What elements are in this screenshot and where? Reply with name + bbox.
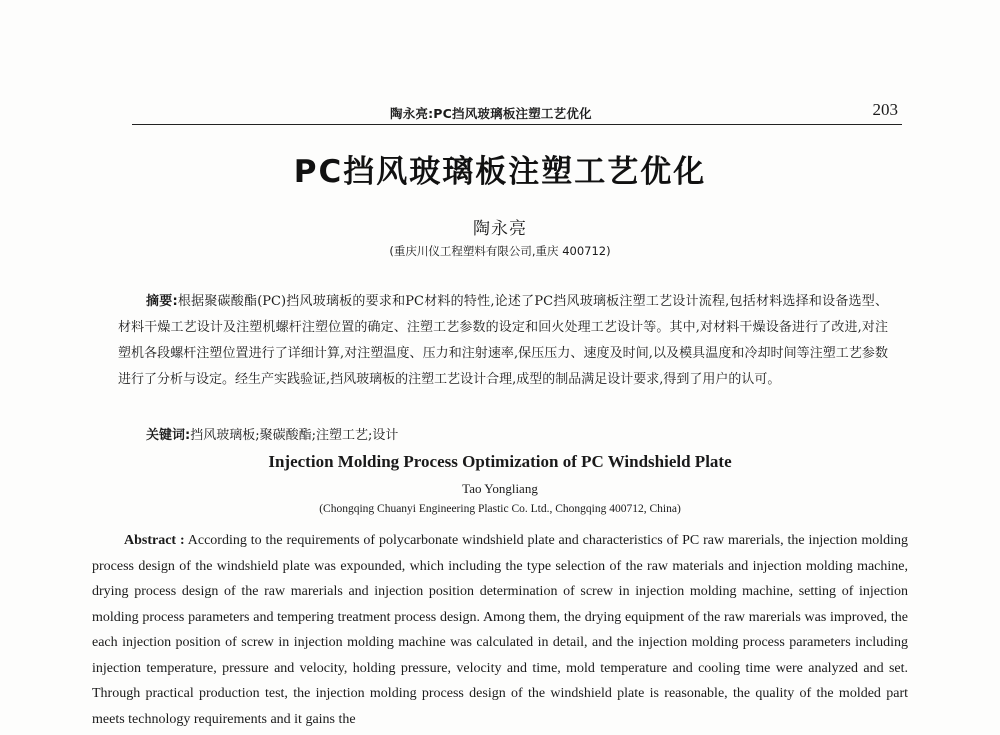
- page-number: 203: [872, 100, 898, 119]
- running-head-title: 陶永亮:PC挡风玻璃板注塑工艺优化: [390, 106, 592, 121]
- article-title-en: Injection Molding Process Optimization of PC Windshield Plate: [268, 452, 732, 471]
- abstract-cn-text: 根据聚碳酸酯(PC)挡风玻璃板的要求和PC材料的特性,论述了PC挡风玻璃板注塑工艺设计流程,包括材料选择和设备选型、材料干燥工艺设计及注塑机螺杆注塑位置的确定、注塑工艺参数的设定和回火处理工艺设计等。其中,对材料干燥设备进行了改进,对注塑机各段螺杆注塑位置进行了详细计算,对注塑温度、压力和注射速率,保压压力、速度及时间,以及模具温度和冷却时间等注塑工艺参数进行了分析与设定。经生产实践验证,挡风玻璃板的注塑工艺设计合理,成型的制品满足设计要求,得到了用户的认可。: [118, 294, 888, 387]
- author-name-en: Tao Yongliang: [462, 481, 538, 496]
- abstract-cn-label: 摘要:: [146, 294, 178, 309]
- abstract-en-text: According to the requirements of polycarbonate windshield plate and characteristics of PC raw marerials, the injection molding process design of the windshield plate was expounded, which including the type selection of the raw materials and injection molding machine, drying process design of the raw marerials and injection position determination of screw in injection molding machine, setting of injection molding process parameters and tempering treatment process design. Among them, the drying equipment of the raw marerials was improved, the each injection position of screw in injection molding machine was calculated in detail, and the injection molding process parameters including injection temperature, pressure and velocity, holding pressure, velocity and time, mold temperature and cooling time were analyzed and set. Through practical production test, the injection molding process design of the windshield plate is reasonable, the quality of the molded part meets technology requirements and it gains the: [92, 533, 908, 727]
- affiliation-cn: (重庆川仪工程塑料有限公司,重庆 400712): [389, 244, 611, 258]
- author-name-cn: 陶永亮: [473, 219, 527, 239]
- abstract-cn: [118, 289, 888, 393]
- keywords-cn-label: 关键词:: [146, 428, 191, 443]
- keywords-cn-text: 挡风玻璃板;聚碳酸酯;注塑工艺;设计: [190, 428, 399, 443]
- article-title-cn: PC挡风玻璃板注塑工艺优化: [293, 154, 707, 190]
- running-head: [132, 100, 902, 125]
- affiliation-en: (Chongqing Chuanyi Engineering Plastic Co. Ltd., Chongqing 400712, China): [319, 503, 681, 515]
- abstract-en: [92, 528, 908, 732]
- abstract-en-label: Abstract :: [124, 533, 185, 548]
- keywords-cn: [146, 424, 886, 443]
